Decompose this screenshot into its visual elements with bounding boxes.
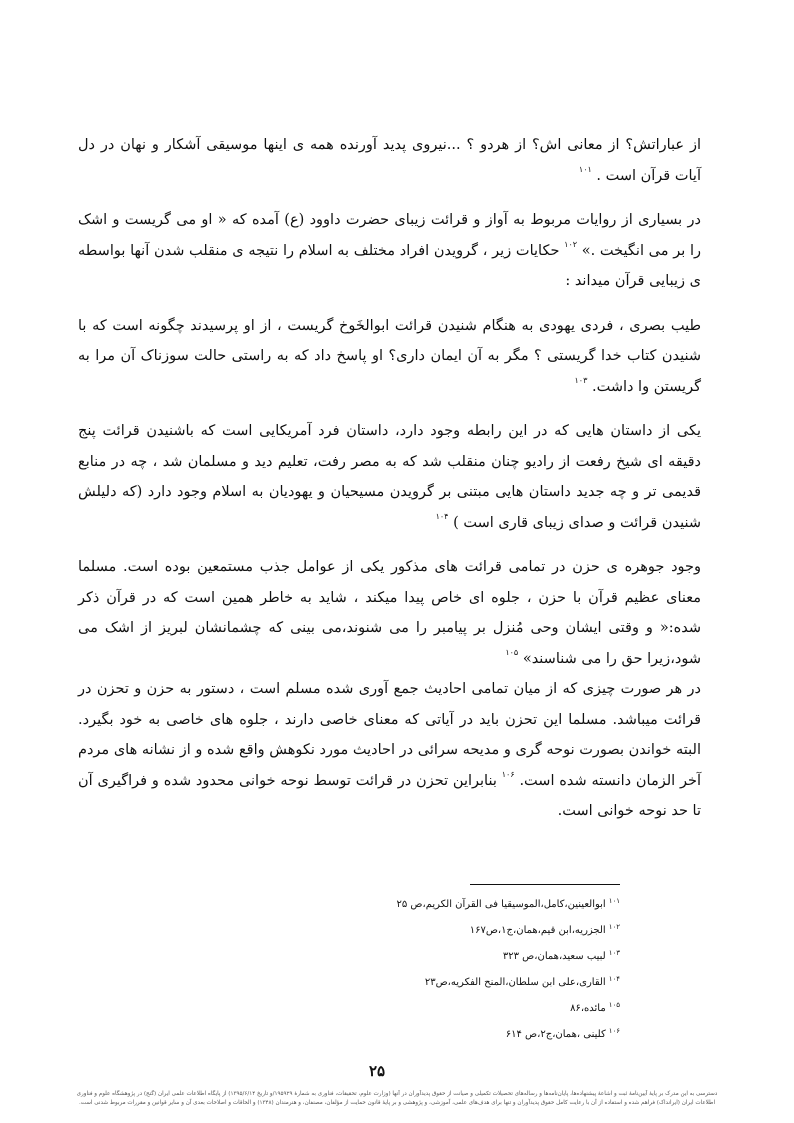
footnote-number: ۱۰۶ <box>608 1027 620 1035</box>
paragraph-text: در بسیاری از روایات مربوط به آواز و قرائت زیبای حضرت داوود (ع) آمده که « او می گریست و اشک را بر می انگیخت .» <box>78 212 702 259</box>
footnote-item <box>300 1020 620 1046</box>
footnote-number: ۱۰۲ <box>608 923 620 931</box>
footnotes <box>300 890 620 1046</box>
paragraph-text: در هر صورت چیزی که از میان تمامی احادیث جمع آوری شده مسلم است ، دستور به حزن و تحزن در قرائت میباشد. مسلما این تحزن باید در آیاتی که معنای خاصی دارند ، جلوه های خاصی به خود بگیرد. البته خواندن بصورت نوحه گری و مدیحه سرائی در احادیث مورد نکوهش واقع شده و از نشانه های مردم آخر الزمان دانسته شده است. <box>78 681 702 789</box>
copyright-line: دسترسی به این مدرک بر پایهٔ آیین‌نامهٔ ثبت و اشاعهٔ پیشنهاده‌ها، پایان‌نامه‌ها و رساله‌های تحصیلات تکمیلی و صیانت از حقوق پدیدآوران در آنها (وزارت علوم، تحقیقات، فناوری به شمارهٔ ۱۹۵۹۲۹/و تاریخ ۱۳۹۵/۶/۱۴) از پایگاه اطلاعات علمی ایران (گنج) در پژوهشگاه علوم و فناوری <box>76 1091 718 1097</box>
footnote-number: ۱۰۱ <box>608 897 620 905</box>
paragraph-text: وجود جوهره ی حزن در تمامی قرائت های مذکور یکی از عوامل جذب مستمعین بوده است. مسلما معنای عظیم قرآن با حزن ، جلوه ای خاص پیدا میکند ، شاید به خاطر همین است که در قرآن ذکر شده:« و وقتی ایشان وحی مُنزل بر پیامبر را می شنوند،می بینی که چشمانشان لبریز از اشک می شود،زیرا حق را می شناسند» <box>78 559 701 667</box>
footnote-item <box>300 994 620 1020</box>
footnote-reference[interactable]: ۱۰۳ <box>574 375 588 385</box>
footnote-item <box>300 916 620 942</box>
paragraph-1 <box>78 130 701 191</box>
footnote-text: کلینی ،همان،ج۲،ص ۶۱۴ <box>505 1029 606 1040</box>
paragraph-2 <box>78 205 701 297</box>
footnote-separator <box>470 884 620 885</box>
footnote-reference[interactable]: ۱۰۵ <box>505 647 519 657</box>
paragraph-text: طیب بصری ، فردی یهودی به هنگام شنیدن قرائت ابوالخَوخ گریست ، از او پرسیدند چگونه است که با شنیدن کتاب خدا گریستی ؟ مگر به آن ایمان داری؟ او پاسخ داد که به راستی حالت سوزناک آن مرا به گریستن وا داشت. <box>78 317 701 395</box>
paragraph-text-continued: حکایات زیر ، گرویدن افراد مختلف به اسلام را نتیجه ی منقلب شدن آنها بواسطه ی زیبایی قرآن میداند : <box>78 242 701 289</box>
footnote-text: مائده،۸۶ <box>570 1003 606 1014</box>
footnote-text: الجزریه،ابن قیم،همان،ج۱،ص۱۶۷ <box>469 925 606 936</box>
paragraph-text: از عباراتش؟ از معانی اش؟ از هردو ؟ ...نیروی پدید آورنده همه ی اینها موسیقی آشکار و نهان در دل آیات قرآن است . <box>78 137 701 184</box>
paragraph-5 <box>78 552 701 674</box>
paragraph-text: یکی از داستان هایی که در این رابطه وجود دارد، داستان فرد آمریکایی است که باشنیدن قرائت پنج دقیقه ای شیخ رفعت از رادیو چنان منقلب شد که به مصر رفت، تعلیم دید و مسلمان شد ، چه در منابع قدیمی تر و چه جدید داستان هایی مبتنی بر گرویدن مسیحیان و یهودیان به اسلام وجود دارد (که دلیلش شنیدن قرائت و صدای زیبای قاری است ) <box>78 423 701 531</box>
footnote-item <box>300 942 620 968</box>
footnote-item <box>300 890 620 916</box>
copyright-notice <box>4 1090 790 1107</box>
footnote-reference[interactable]: ۱۰۶ <box>501 769 515 779</box>
paragraph-4 <box>78 416 701 538</box>
footnote-item <box>300 968 620 994</box>
paragraph-6 <box>78 674 701 827</box>
footnote-reference[interactable]: ۱۰۲ <box>564 239 578 249</box>
page-number: ۲۵ <box>368 1062 386 1080</box>
paragraph-text-continued: بنابراین تحزن در قرائت توسط نوحه خوانی محدود شده و فراگیری آن تا حد نوحه خوانی است. <box>78 772 701 819</box>
copyright-line: اطلاعات ایران (ایرانداک) فراهم شده و استفاده از آن با رعایت کامل حقوق پدیدآوران و تنها برای هدف‌های علمی، آموزشی، و پژوهشی و بر پایهٔ قانون حمایت از مؤلفان، مصنفان، و هنرمندان (۱۳۴۸) و الحاقات و اصلاحات بعدی آن و سایر قوانین و مقررات مربوط شدنی است. <box>78 1099 716 1106</box>
footnote-number: ۱۰۳ <box>608 949 620 957</box>
footnote-reference[interactable]: ۱۰۱ <box>578 164 592 174</box>
body-text <box>78 130 701 841</box>
paragraph-3 <box>78 311 701 403</box>
footnote-number: ۱۰۴ <box>608 975 620 983</box>
footnote-text: ابوالعینین،کامل،الموسیقیا فی القرآن الکریم،ص ۲۵ <box>396 899 606 910</box>
footnote-text: لبیب سعید،همان،ص ۳۲۳ <box>502 951 606 962</box>
footnote-number: ۱۰۵ <box>608 1001 620 1009</box>
footnote-reference[interactable]: ۱۰۴ <box>435 511 449 521</box>
footnote-text: القاری،علی ابن سلطان،المنح الفکریه،ص۲۳ <box>424 977 606 988</box>
